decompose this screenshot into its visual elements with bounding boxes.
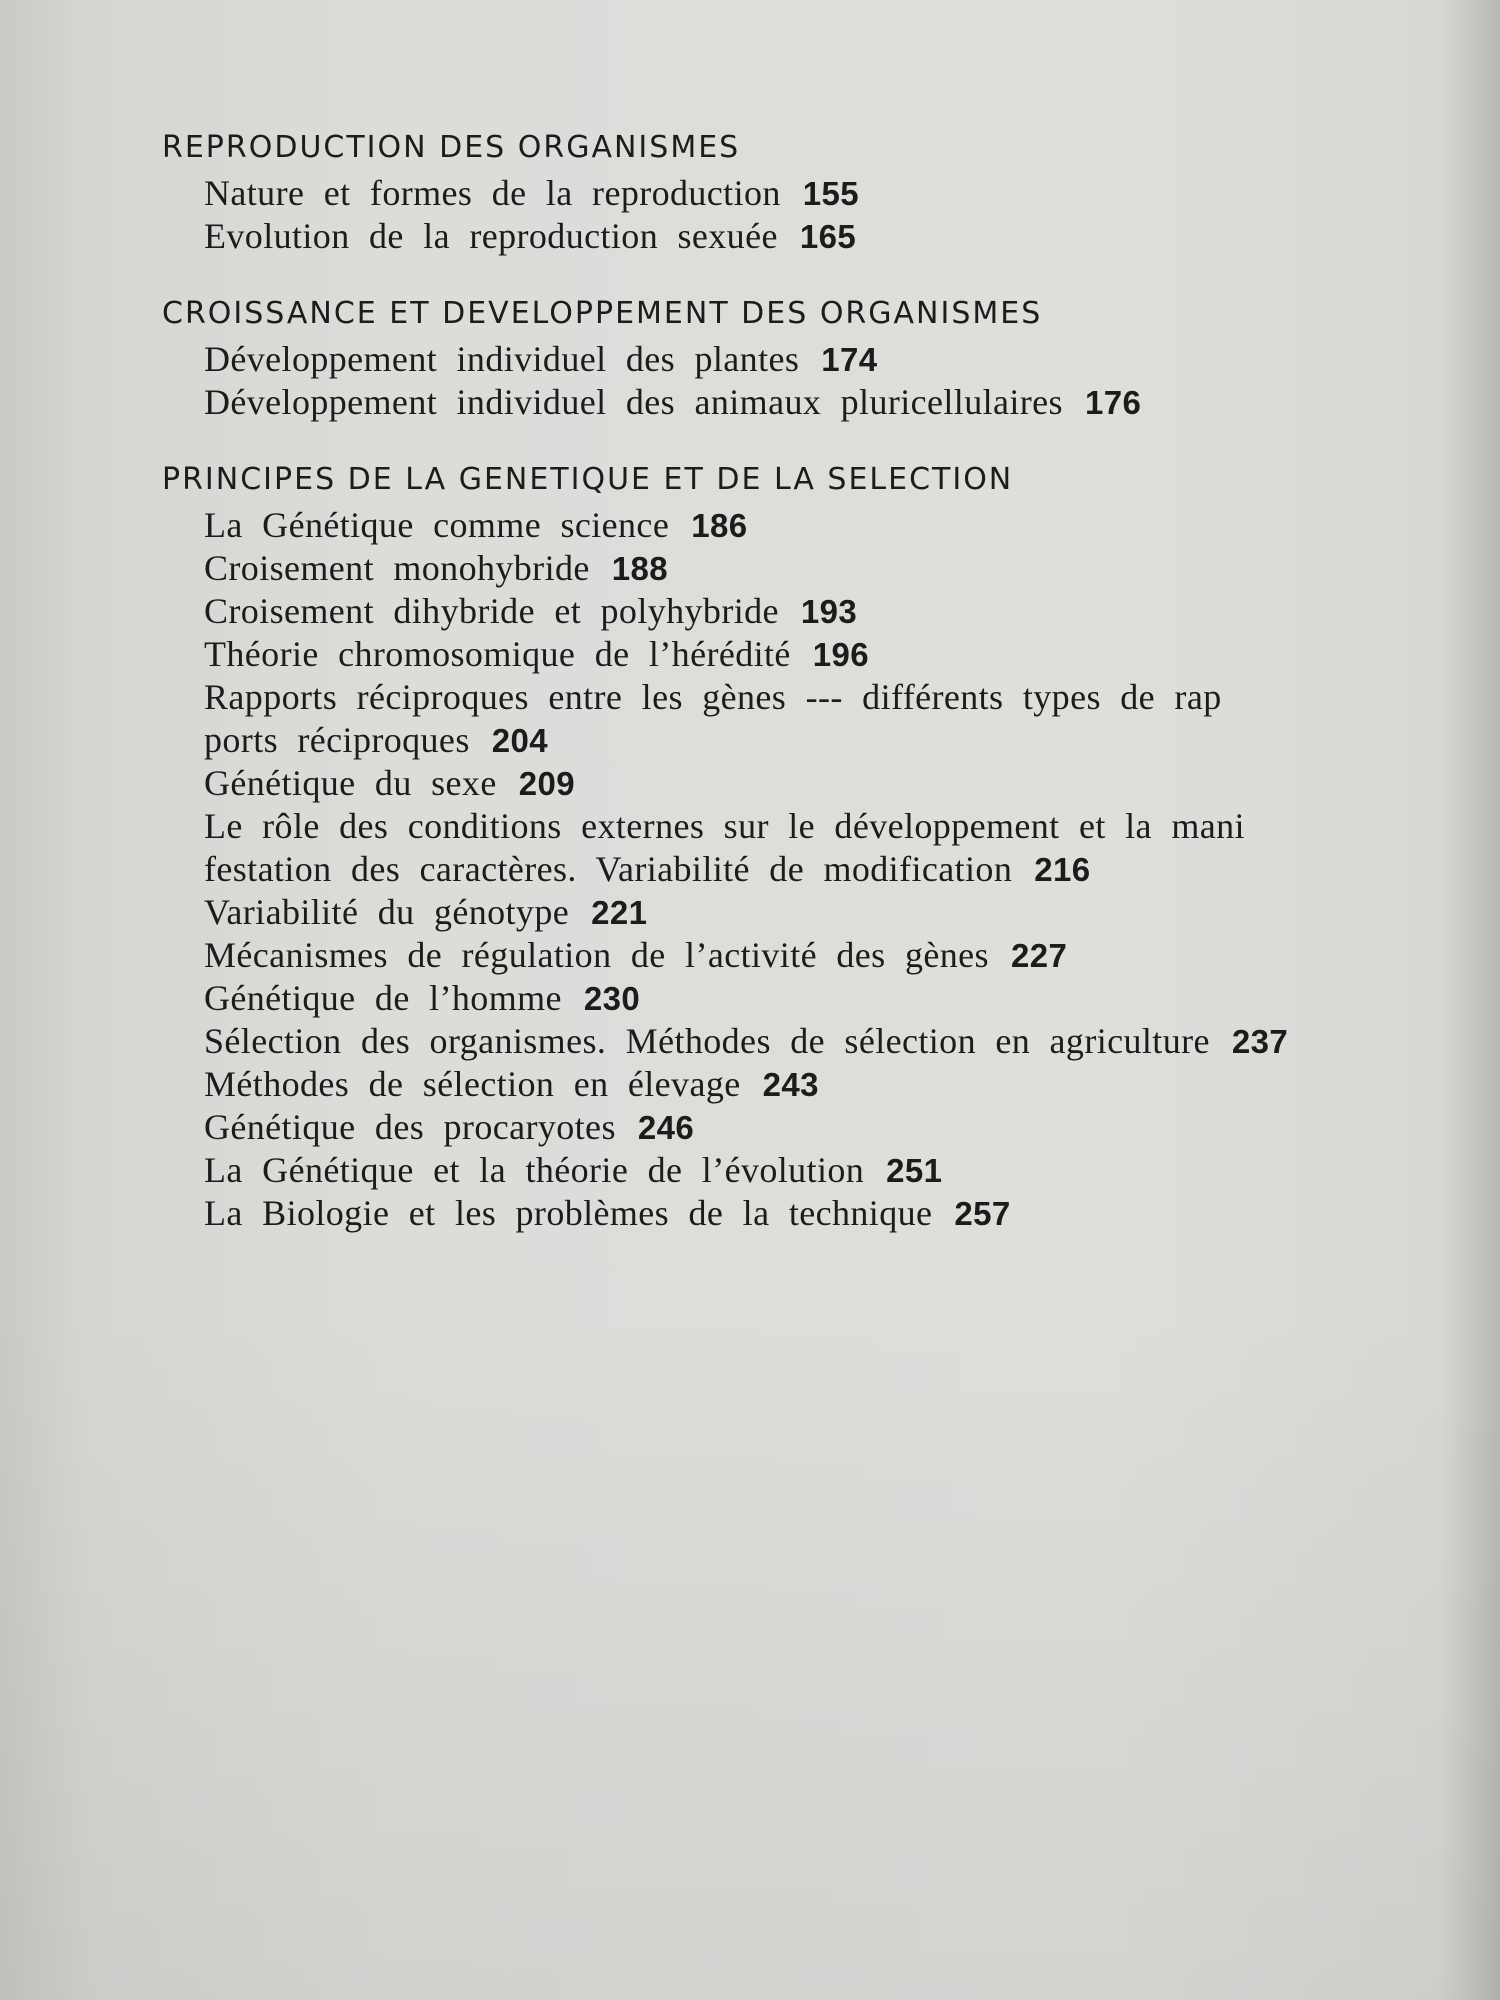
toc-entry	[204, 891, 1444, 934]
entry-title: La Génétique et la théorie de l’évolution	[204, 1150, 865, 1190]
toc-entry	[204, 215, 1444, 258]
toc-entry	[204, 633, 1444, 676]
page-number: 193	[800, 593, 858, 630]
section-title: CROISSANCE ET DEVELOPPEMENT DES ORGANISMES	[162, 296, 1043, 331]
entry-title: Variabilité du génotype	[204, 892, 570, 932]
toc-entry	[204, 1149, 1444, 1192]
entry-title-continuation	[204, 719, 1444, 762]
page-number: 176	[1084, 384, 1142, 421]
page-number: 216	[1034, 851, 1091, 888]
toc-entry	[204, 338, 1444, 381]
toc-section-reproduction	[162, 126, 1462, 258]
entry-title: Génétique du sexe	[204, 763, 497, 803]
entry-title: Nature et formes de la reproduction	[204, 173, 781, 213]
toc-entry	[204, 676, 1444, 762]
entry-title: Croisement dihybride et polyhybride	[204, 591, 779, 631]
page-number: 155	[802, 175, 860, 212]
entry-title: La Génétique comme science	[204, 505, 670, 545]
toc-entry	[204, 805, 1444, 891]
table-of-contents	[162, 126, 1462, 1269]
entry-list	[162, 172, 1462, 258]
entry-title: Sélection des organismes. Méthodes de sélection en agriculture	[204, 1021, 1210, 1061]
toc-entry	[204, 1063, 1444, 1106]
page-number: 243	[762, 1066, 819, 1103]
entry-title: Evolution de la reproduction sexuée	[204, 216, 778, 256]
page-number: 246	[637, 1109, 695, 1146]
page-number: 188	[611, 550, 669, 587]
page-number: 165	[799, 218, 857, 255]
entry-title: Mécanismes de régulation de l’activité des gènes	[204, 935, 989, 975]
page-number: 209	[518, 765, 575, 802]
toc-entry	[204, 172, 1444, 215]
toc-entry	[204, 1106, 1444, 1149]
page-number: 221	[591, 894, 648, 931]
toc-section-croissance	[162, 292, 1462, 424]
toc-entry	[204, 1020, 1444, 1063]
entry-title: Génétique des procaryotes	[204, 1107, 616, 1147]
page-number: 257	[954, 1195, 1011, 1232]
section-title: PRINCIPES DE LA GENETIQUE ET DE LA SELECTION	[162, 462, 1014, 497]
page-number: 204	[491, 722, 548, 759]
entry-title: Développement individuel des plantes	[204, 339, 800, 379]
toc-entry	[204, 547, 1444, 590]
entry-list	[162, 504, 1462, 1235]
toc-entry	[204, 977, 1444, 1020]
toc-entry	[204, 934, 1444, 977]
entry-title: La Biologie et les problèmes de la technique	[204, 1193, 933, 1233]
entry-title: Théorie chromosomique de l’hérédité	[204, 634, 791, 674]
toc-entry	[204, 762, 1444, 805]
toc-entry	[204, 504, 1444, 547]
toc-section-genetique	[162, 458, 1462, 1235]
entry-title: Croisement monohybride	[204, 548, 590, 588]
entry-title: Rapports réciproques entre les gènes --- différents types de rap	[204, 677, 1222, 717]
toc-entry	[204, 590, 1444, 633]
page-number: 186	[691, 507, 748, 544]
entry-title-cont-text: ports réciproques	[204, 720, 470, 760]
entry-title: Méthodes de sélection en élevage	[204, 1064, 741, 1104]
entry-title: Développement individuel des animaux pluricellulaires	[204, 382, 1063, 422]
entry-title-cont-text: festation des caractères. Variabilité de modification	[204, 849, 1013, 889]
entry-list	[162, 338, 1462, 424]
entry-title: Génétique de l’homme	[204, 978, 562, 1018]
page-number: 251	[886, 1152, 943, 1189]
toc-entry	[204, 381, 1444, 424]
entry-title-continuation	[204, 848, 1444, 891]
entry-title: Le rôle des conditions externes sur le développement et la mani	[204, 806, 1245, 846]
page-number: 227	[1010, 937, 1068, 974]
page-number: 230	[583, 980, 641, 1017]
page-number: 174	[821, 341, 878, 378]
section-title: REPRODUCTION DES ORGANISMES	[162, 130, 741, 165]
page-number: 196	[812, 636, 870, 673]
page-number: 237	[1231, 1023, 1289, 1060]
toc-entry	[204, 1192, 1444, 1235]
